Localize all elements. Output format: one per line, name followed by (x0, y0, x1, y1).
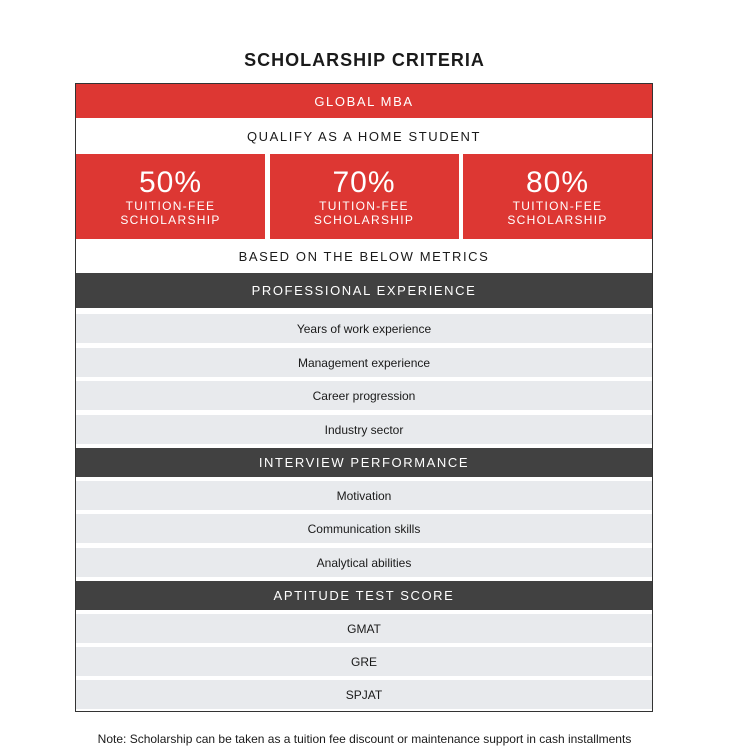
tier-label-line2: SCHOLARSHIP (507, 212, 608, 227)
metric-row: Management experience (76, 348, 652, 377)
metric-row: Analytical abilities (76, 548, 652, 577)
program-header: GLOBAL MBA (76, 84, 652, 118)
metric-row: Years of work experience (76, 314, 652, 343)
section-heading-aptitude: APTITUDE TEST SCORE (76, 581, 652, 610)
eligibility-row: QUALIFY AS A HOME STUDENT (76, 118, 652, 154)
tier-percent: 80% (525, 165, 590, 199)
scholarship-tier-80 (463, 154, 652, 239)
metric-row: Industry sector (76, 415, 652, 444)
section-heading-interview: INTERVIEW PERFORMANCE (76, 448, 652, 477)
scholarship-tiers (76, 154, 652, 239)
criteria-table (75, 83, 653, 712)
metric-row: Communication skills (76, 514, 652, 543)
metric-row: SPJAT (76, 680, 652, 709)
metric-row: GMAT (76, 614, 652, 643)
metrics-intro: BASED ON THE BELOW METRICS (76, 239, 652, 273)
tier-label-line2: SCHOLARSHIP (120, 212, 221, 227)
section-heading-professional: PROFESSIONAL EXPERIENCE (76, 273, 652, 308)
footnote: Note: Scholarship can be taken as a tuition fee discount or maintenance support in cash installments (97, 732, 632, 746)
metric-row: GRE (76, 647, 652, 676)
scholarship-tier-50 (76, 154, 265, 239)
tier-percent: 70% (332, 165, 396, 199)
scholarship-tier-70 (270, 154, 459, 239)
tier-percent: 50% (138, 165, 203, 199)
tier-label-line2: SCHOLARSHIP (313, 212, 415, 227)
tier-label-line1: TUITION-FEE (512, 198, 603, 213)
metric-row: Motivation (76, 481, 652, 510)
tier-label-line1: TUITION-FEE (319, 198, 409, 213)
tier-label-line1: TUITION-FEE (125, 198, 216, 213)
metric-row: Career progression (76, 381, 652, 410)
page-title: SCHOLARSHIP CRITERIA (244, 50, 485, 70)
